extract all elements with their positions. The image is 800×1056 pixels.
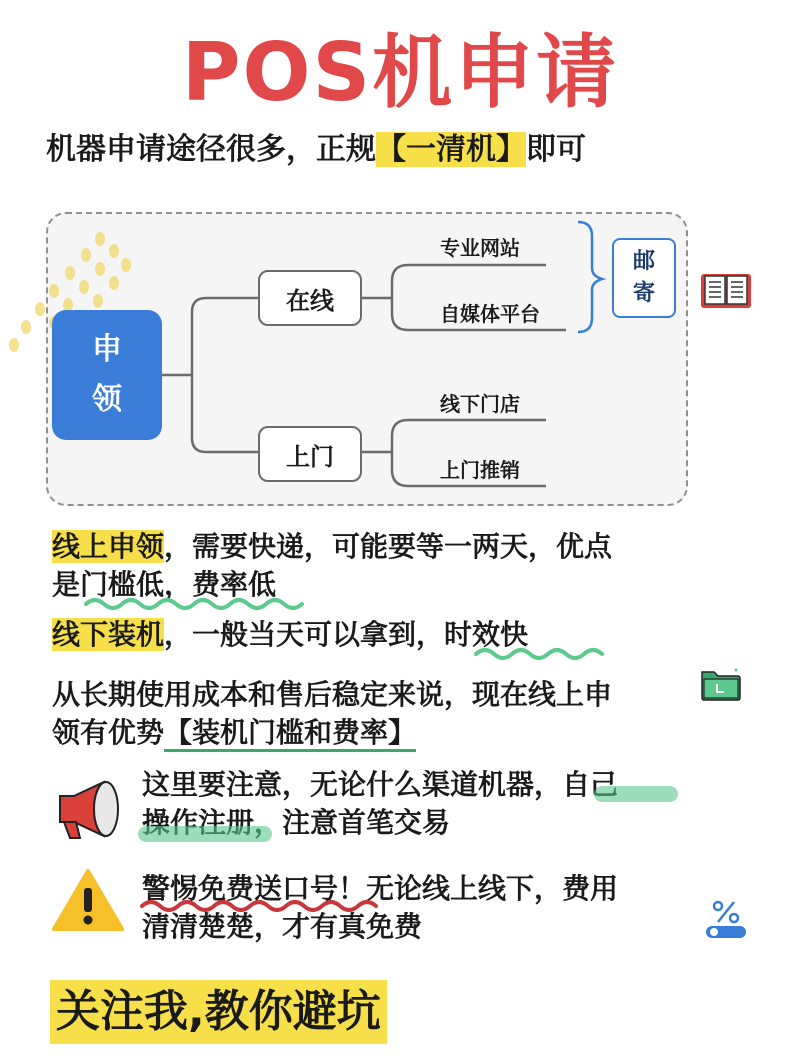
leaf-door-sales: 上门推销: [440, 458, 520, 482]
para-offline-highlight: 线下装机: [52, 618, 165, 651]
mail-node: [612, 238, 676, 318]
green-wave-underline-1: [84, 596, 314, 612]
para-online-line2-c: ，: [164, 568, 193, 601]
page-title: POS机申请: [181, 26, 619, 119]
para-advantage-bracket: 【装机门槛和费率】: [164, 716, 416, 752]
book-icon: [700, 272, 752, 310]
mail-char-2: 寄: [632, 281, 655, 306]
leaf-self-media: 自媒体平台: [440, 302, 540, 326]
green-marker-2: [138, 824, 272, 844]
follow-banner: 关注我,教你避坑: [50, 980, 387, 1044]
branch-door: [258, 426, 362, 482]
para-notice-line2-b: ，注意首笔交易: [254, 806, 451, 839]
para-notice-line1: [142, 766, 618, 804]
para-online-low-threshold: 门槛低: [80, 568, 165, 601]
para-notice-register: 操作注册: [142, 806, 255, 839]
mail-char-1: 邮: [632, 249, 655, 274]
para-notice-self: 自己: [562, 768, 619, 801]
para-advantage-line1: 从长期使用成本和售后稳定来说，现在线上申: [52, 678, 613, 711]
green-wave-underline-2: [474, 646, 598, 662]
para-warning-slogan: 警惕免费送口号！: [142, 872, 367, 905]
subtitle-suffix: 即可: [526, 132, 586, 167]
para-warning-line2: 清清楚楚，才有真免费: [142, 910, 423, 943]
branch-online: [258, 270, 362, 326]
mail-bracket: [578, 222, 602, 332]
para-offline: [52, 616, 528, 654]
green-marker-1: [596, 784, 676, 804]
para-offline-text: ，一般当天可以拿到，: [164, 618, 445, 651]
para-online-low-fee: 费率低: [192, 568, 277, 601]
branch-door-label: 上门: [286, 442, 334, 471]
leaf-pro-website: 专业网站: [440, 236, 520, 260]
para-online-highlight: 线上申领: [52, 530, 165, 563]
warning-icon: [52, 868, 124, 932]
percent-toggle-icon: [704, 900, 748, 940]
para-online-line2-a: 是: [52, 568, 81, 601]
folder-icon: [700, 666, 742, 702]
root-char-1: 申: [92, 332, 122, 367]
para-offline-fast: 时效快: [444, 618, 529, 651]
para-warning-line1-b: 无论线上线下，费用: [366, 872, 619, 905]
para-advantage-line2-a: 领有优势: [52, 716, 165, 749]
para-online-line1: [52, 528, 612, 566]
para-online-text: ，需要快递，可能要等一两天，优点: [164, 530, 613, 563]
para-notice-line1-a: 这里要注意，无论什么渠道机器，: [142, 768, 563, 801]
subtitle-highlight: 【一清机】: [376, 132, 526, 167]
subtitle-prefix: 机器申请途径很多，正规: [46, 132, 376, 167]
diagram-connectors: [0, 0, 800, 520]
leaf-offline-store: 线下门店: [440, 392, 520, 416]
branch-online-label: 在线: [286, 286, 334, 315]
megaphone-icon: [52, 778, 124, 842]
root-char-2: 领: [92, 382, 122, 417]
para-advantage-line2: [52, 714, 416, 752]
